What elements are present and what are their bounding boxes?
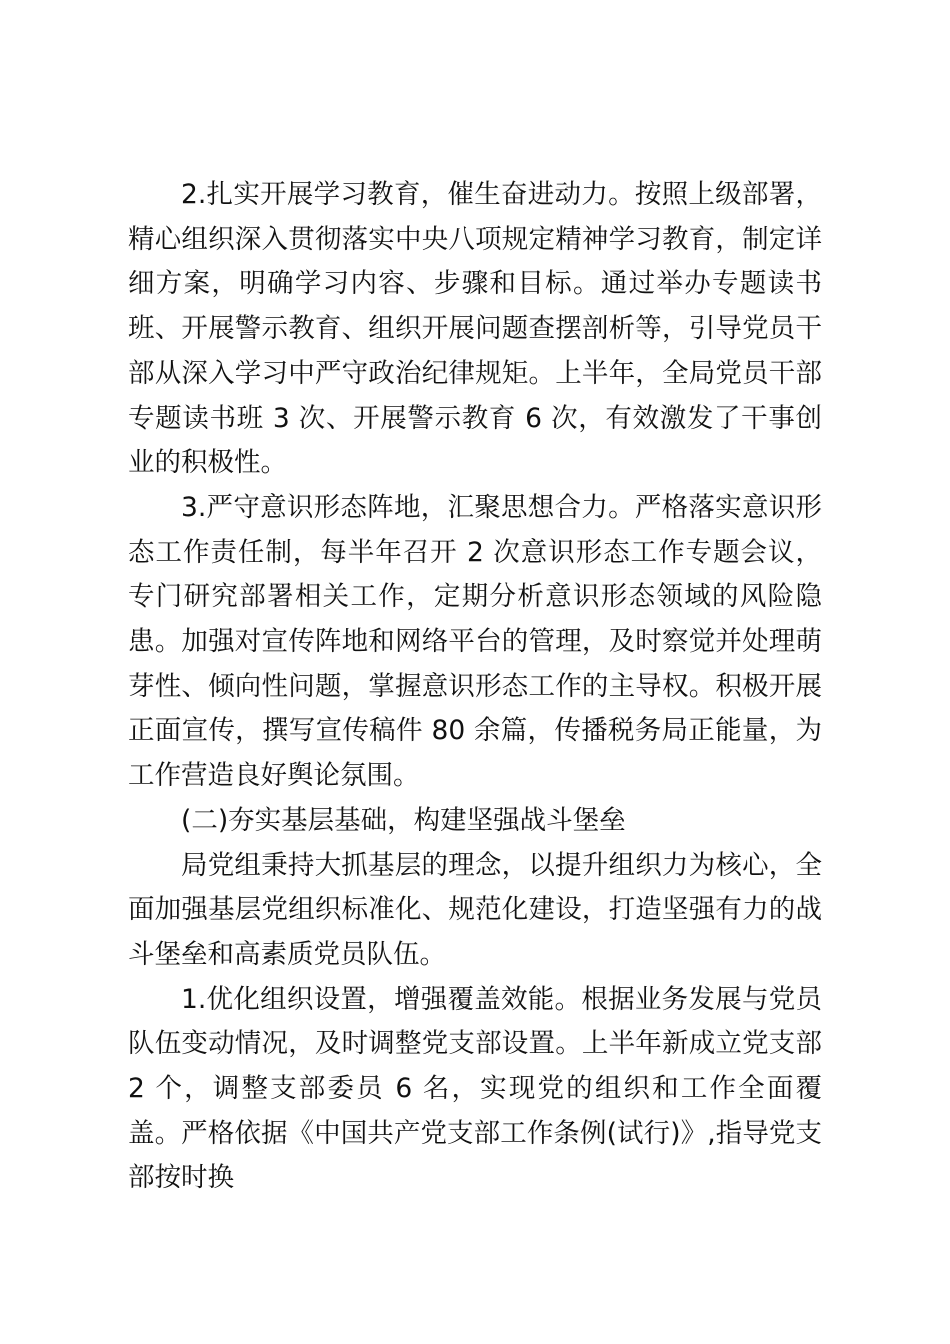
paragraph-ideology: 3.严守意识形态阵地，汇聚思想合力。严格落实意识形态工作责任制，每半年召开 2 次意识形态工作专题会议，专门研究部署相关工作，定期分析意识形态领域的风险隐患。加强对宣传阵地和网络平台的管理，及时察觉并处理萌芽性、倾向性问题，掌握意识形态工作的主导权。积极开展正面宣传，撰写宣传稿件 80 余篇，传播税务局正能量，为工作营造良好舆论氛围。 <box>128 491 822 792</box>
paragraph-organization: 1.优化组织设置，增强覆盖效能。根据业务发展与党员队伍变动情况，及时调整党支部设置。上半年新成立党支部 2 个，调整支部委员 6 名，实现党的组织和工作全面覆盖。严格依据《中国共产党支部工作条例(试行)》,指导党支部按时换 <box>128 983 822 1194</box>
document-body <box>128 173 822 1201</box>
paragraph-study-education: 2.扎实开展学习教育，催生奋进动力。按照上级部署，精心组织深入贯彻落实中央八项规定精神学习教育，制定详细方案，明确学习内容、步骤和目标。通过举办专题读书班、开展警示教育、组织开展问题查摆剖析等，引导党员干部从深入学习中严守政治纪律规矩。上半年，全局党员干部专题读书班 3 次、开展警示教育 6 次，有效激发了干事创业的积极性。 <box>128 179 822 479</box>
section-heading-grassroots: (二)夯实基层基础，构建坚强战斗堡垒 <box>181 804 626 836</box>
paragraph-grassroots-intro: 局党组秉持大抓基层的理念，以提升组织力为核心，全面加强基层党组织标准化、规范化建设，打造坚强有力的战斗堡垒和高素质党员队伍。 <box>128 849 822 970</box>
